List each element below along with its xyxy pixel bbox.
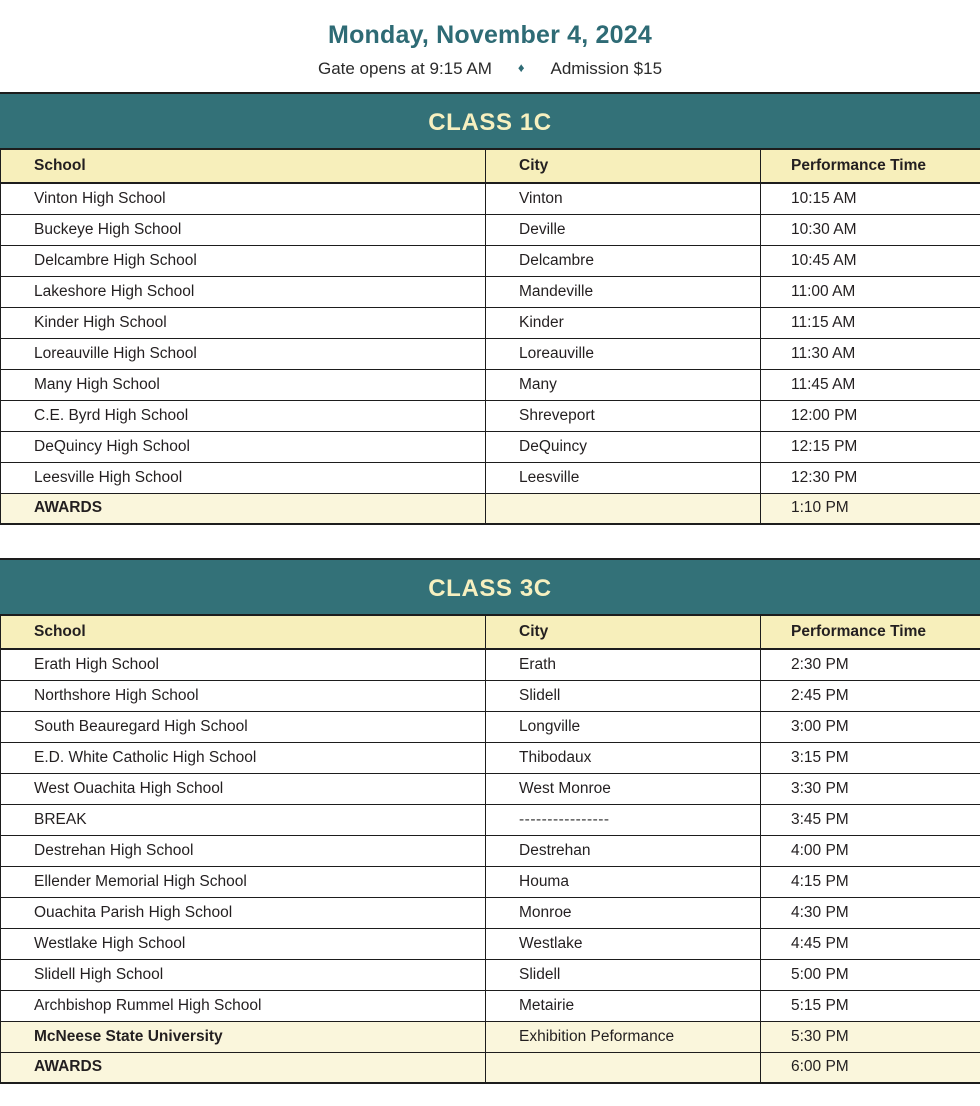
cell-time: 11:30 AM (761, 338, 980, 369)
cell-time: 10:15 AM (761, 183, 980, 214)
table-row (1, 493, 980, 524)
cell-city (486, 1052, 761, 1083)
cell-city: Slidell (486, 680, 761, 711)
cell-city (486, 804, 761, 835)
cell-city: Slidell (486, 959, 761, 990)
cell-city: Longville (486, 711, 761, 742)
cell-city: Erath (486, 649, 761, 680)
schedule-table (0, 616, 980, 1084)
cell-city: Delcambre (486, 245, 761, 276)
table-header-row (1, 616, 980, 649)
column-header-school: School (1, 150, 486, 183)
cell-school: Many High School (1, 369, 486, 400)
cell-time: 12:00 PM (761, 400, 980, 431)
cell-school: West Ouachita High School (1, 773, 486, 804)
cell-time: 10:45 AM (761, 245, 980, 276)
table-row (1, 773, 980, 804)
table-row (1, 369, 980, 400)
cell-city: Destrehan (486, 835, 761, 866)
table-row (1, 1052, 980, 1083)
cell-school: Buckeye High School (1, 214, 486, 245)
cell-school: McNeese State University (1, 1021, 486, 1052)
table-row (1, 928, 980, 959)
cell-time: 3:00 PM (761, 711, 980, 742)
table-row (1, 804, 980, 835)
cell-city: Shreveport (486, 400, 761, 431)
column-header-time: Performance Time (761, 150, 980, 183)
cell-school: Loreauville High School (1, 338, 486, 369)
cell-time: 3:30 PM (761, 773, 980, 804)
document-header (0, 0, 980, 78)
cell-time: 4:00 PM (761, 835, 980, 866)
cell-school: Westlake High School (1, 928, 486, 959)
break-dashes: ---------------- (519, 810, 610, 828)
cell-time: 4:30 PM (761, 897, 980, 928)
cell-school: Leesville High School (1, 462, 486, 493)
cell-city: Many (486, 369, 761, 400)
cell-school: C.E. Byrd High School (1, 400, 486, 431)
cell-city: DeQuincy (486, 431, 761, 462)
table-row (1, 897, 980, 928)
gate-open-text: Gate opens at 9:15 AM (317, 58, 492, 78)
table-row (1, 400, 980, 431)
schedule-table (0, 150, 980, 525)
table-row (1, 866, 980, 897)
cell-time: 4:45 PM (761, 928, 980, 959)
table-row (1, 214, 980, 245)
class-banner: CLASS 3C (0, 558, 980, 616)
cell-school: Lakeshore High School (1, 276, 486, 307)
column-header-time: Performance Time (761, 616, 980, 649)
cell-time: 2:30 PM (761, 649, 980, 680)
cell-time: 12:15 PM (761, 431, 980, 462)
cell-time: 2:45 PM (761, 680, 980, 711)
cell-school: Erath High School (1, 649, 486, 680)
cell-school: DeQuincy High School (1, 431, 486, 462)
cell-city: Loreauville (486, 338, 761, 369)
class-banner: CLASS 1C (0, 92, 980, 150)
cell-time: 4:15 PM (761, 866, 980, 897)
table-row (1, 990, 980, 1021)
cell-school: Archbishop Rummel High School (1, 990, 486, 1021)
cell-school: Vinton High School (1, 183, 486, 214)
cell-school: Northshore High School (1, 680, 486, 711)
cell-school: E.D. White Catholic High School (1, 742, 486, 773)
column-header-city: City (486, 616, 761, 649)
cell-school: AWARDS (1, 493, 486, 524)
cell-city: Mandeville (486, 276, 761, 307)
table-row (1, 835, 980, 866)
page-title: Monday, November 4, 2024 (328, 21, 652, 49)
cell-city: Monroe (486, 897, 761, 928)
class-sections (0, 92, 980, 1084)
cell-time: 5:00 PM (761, 959, 980, 990)
column-header-school: School (1, 616, 486, 649)
cell-time: 12:30 PM (761, 462, 980, 493)
cell-time: 11:15 AM (761, 307, 980, 338)
cell-school: AWARDS (1, 1052, 486, 1083)
cell-time: 3:45 PM (761, 804, 980, 835)
cell-school: Ouachita Parish High School (1, 897, 486, 928)
cell-city: Houma (486, 866, 761, 897)
table-row (1, 959, 980, 990)
table-row (1, 742, 980, 773)
cell-school: Destrehan High School (1, 835, 486, 866)
cell-city: Leesville (486, 462, 761, 493)
table-row (1, 431, 980, 462)
cell-school: BREAK (1, 804, 486, 835)
cell-city: Thibodaux (486, 742, 761, 773)
cell-city: Exhibition Peformance (486, 1021, 761, 1052)
cell-time: 3:15 PM (761, 742, 980, 773)
cell-time: 10:30 AM (761, 214, 980, 245)
table-row (1, 649, 980, 680)
class-section (0, 558, 980, 1084)
cell-city: Kinder (486, 307, 761, 338)
class-section (0, 92, 980, 525)
table-row (1, 711, 980, 742)
event-subtitle (0, 60, 980, 79)
cell-school: South Beauregard High School (1, 711, 486, 742)
table-row (1, 307, 980, 338)
cell-city: West Monroe (486, 773, 761, 804)
table-row (1, 338, 980, 369)
cell-city (486, 493, 761, 524)
cell-school: Delcambre High School (1, 245, 486, 276)
cell-city: Westlake (486, 928, 761, 959)
admission-text: Admission $15 (550, 58, 663, 78)
table-row (1, 183, 980, 214)
cell-time: 11:45 AM (761, 369, 980, 400)
table-header-row (1, 150, 980, 183)
column-header-city: City (486, 150, 761, 183)
cell-school: Slidell High School (1, 959, 486, 990)
cell-time: 5:15 PM (761, 990, 980, 1021)
cell-time: 5:30 PM (761, 1021, 980, 1052)
cell-city: Deville (486, 214, 761, 245)
cell-school: Kinder High School (1, 307, 486, 338)
table-row (1, 276, 980, 307)
table-row (1, 245, 980, 276)
table-row (1, 1021, 980, 1052)
cell-city: Metairie (486, 990, 761, 1021)
cell-time: 11:00 AM (761, 276, 980, 307)
table-row (1, 462, 980, 493)
cell-school: Ellender Memorial High School (1, 866, 486, 897)
cell-time: 6:00 PM (761, 1052, 980, 1083)
cell-city: Vinton (486, 183, 761, 214)
cell-time: 1:10 PM (761, 493, 980, 524)
table-row (1, 680, 980, 711)
diamond-separator-icon: ♦ (517, 59, 525, 75)
